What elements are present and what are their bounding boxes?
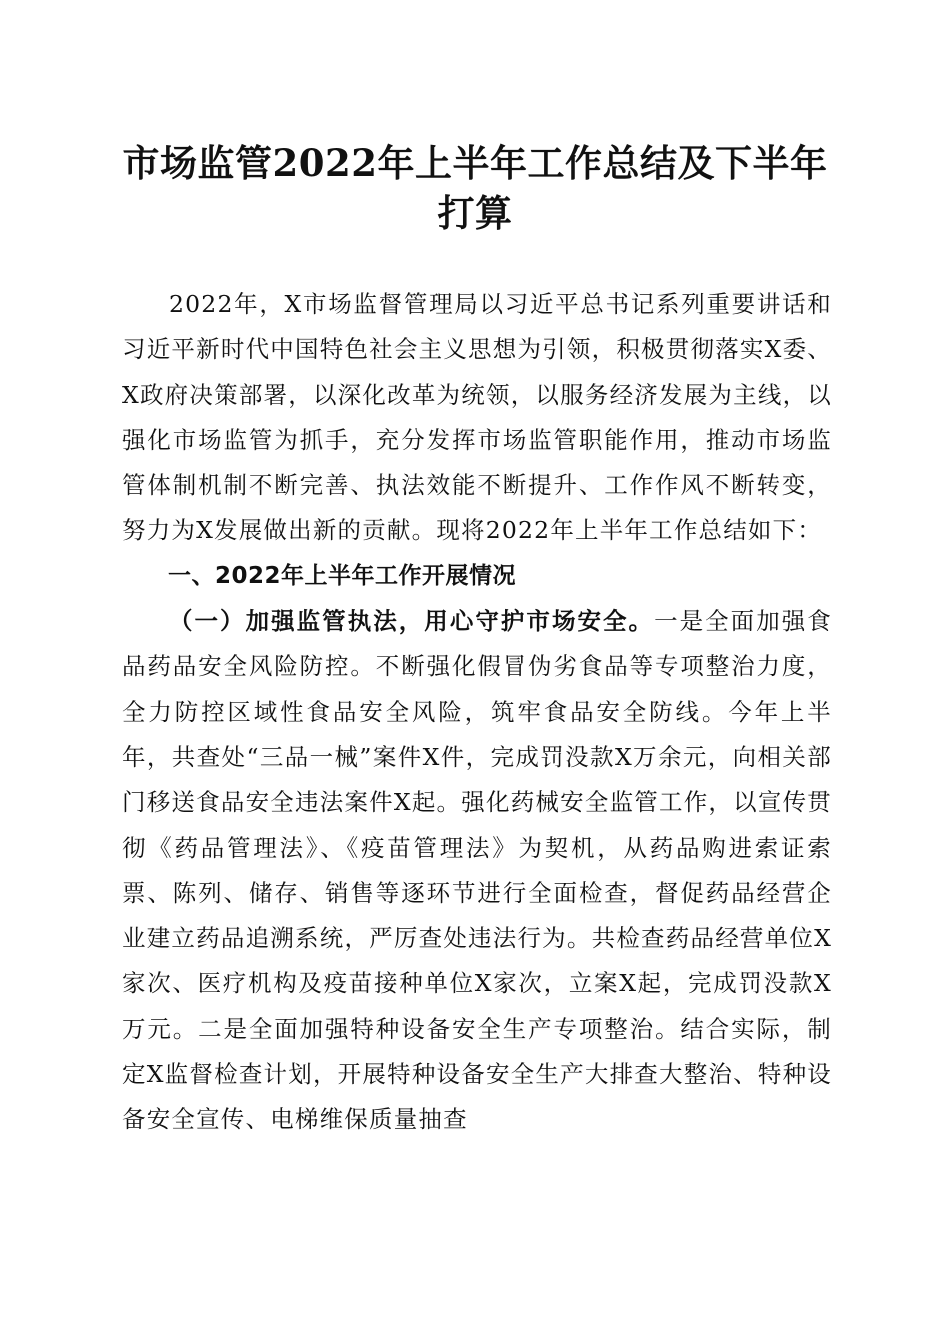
subsection-paragraph: [122, 599, 832, 1143]
document-title: 市场监管2022年上半年工作总结及下半年打算: [122, 141, 828, 235]
subsection-body: 一是全面加强食品药品安全风险防控。不断强化假冒伪劣食品等专项整治力度，全力防控区域性食品安全风险，筑牢食品安全防线。今年上半年，共查处“三品一械”案件X件，完成罚没款X万余元，向相关部门移送食品安全违法案件X起。强化药械安全监管工作，以宣传贯彻《药品管理法》、《疫苗管理法》为契机，从药品购进索证索票、陈列、储存、销售等逐环节进行全面检查，督促药品经营企业建立药品追溯系统，严厉查处违法行为。共检查药品经营单位X家次、医疗机构及疫苗接种单位X家次，立案X起，完成罚没款X万元。二是全面加强特种设备安全生产专项整治。结合实际，制定X监督检查计划，开展特种设备安全生产大排查大整治、特种设备安全宣传、电梯维保质量抽查: [122, 607, 832, 1134]
document-body: [122, 282, 832, 1143]
intro-paragraph: 2022年，X市场监督管理局以习近平总书记系列重要讲话和习近平新时代中国特色社会主义思想为引领，积极贯彻落实X委、X政府决策部署，以深化改革为统领，以服务经济发展为主线，以强化市场监管为抓手，充分发挥市场监管职能作用，推动市场监管体制机制不断完善、执法效能不断提升、工作作风不断转变，努力为X发展做出新的贡献。现将2022年上半年工作总结如下：: [122, 290, 832, 545]
section-heading: 一、2022年上半年工作开展情况: [168, 562, 517, 589]
subsection-lead: （一）加强监管执法，用心守护市场安全。: [169, 607, 655, 636]
